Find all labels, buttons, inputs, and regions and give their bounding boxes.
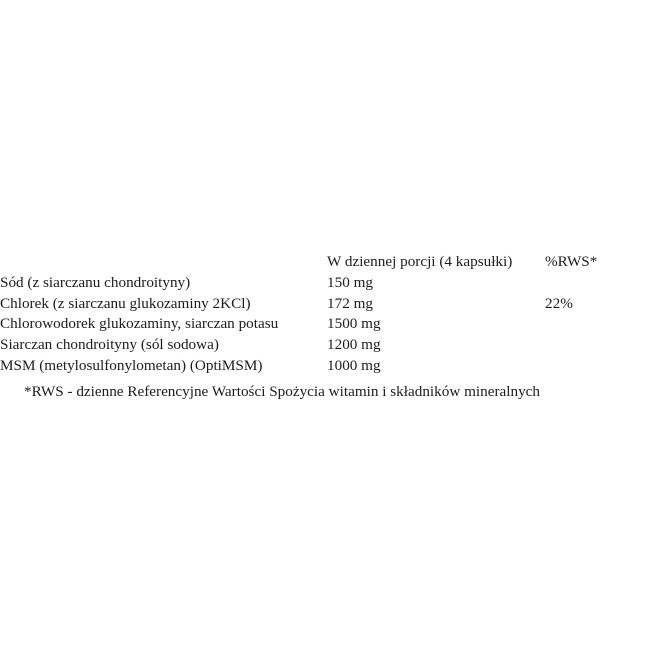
table-header-row — [0, 252, 650, 273]
table-row — [0, 356, 650, 377]
ingredient-rws — [545, 273, 650, 294]
column-header-ingredient — [0, 252, 327, 273]
ingredient-name: Chlorek (z siarczanu glukozaminy 2KCl) — [0, 294, 251, 312]
ingredient-name: Sód (z siarczanu chondroityny) — [0, 273, 191, 291]
ingredient-amount: 172 mg — [327, 294, 373, 312]
ingredient-rws — [545, 335, 650, 356]
table-row — [0, 273, 650, 294]
ingredient-amount: 1200 mg — [327, 336, 381, 354]
supplement-facts-table — [0, 252, 650, 377]
column-header-amount-per-serving: W dziennej porcji (4 kapsułki) — [327, 253, 513, 270]
ingredient-rws: 22% — [545, 294, 573, 312]
table-row — [0, 294, 650, 315]
ingredient-amount: 150 mg — [327, 273, 373, 291]
ingredient-amount: 1500 mg — [327, 315, 381, 333]
table-row — [0, 335, 650, 356]
ingredient-name: Chlorowodorek glukozaminy, siarczan potasu — [0, 315, 279, 333]
table-row — [0, 314, 650, 335]
ingredient-name: MSM (metylosulfonylometan) (OptiMSM) — [0, 356, 263, 374]
nutrition-facts-panel — [0, 252, 650, 403]
ingredient-rws — [545, 356, 650, 377]
column-header-rws: %RWS* — [545, 253, 598, 270]
ingredient-rws — [545, 314, 650, 335]
ingredient-name: Siarczan chondroityny (sól sodowa) — [0, 336, 219, 354]
ingredient-amount: 1000 mg — [327, 356, 381, 374]
rws-footnote: *RWS - dzienne Referencyjne Wartości Spożycia witamin i składników mineralnych — [24, 382, 540, 400]
